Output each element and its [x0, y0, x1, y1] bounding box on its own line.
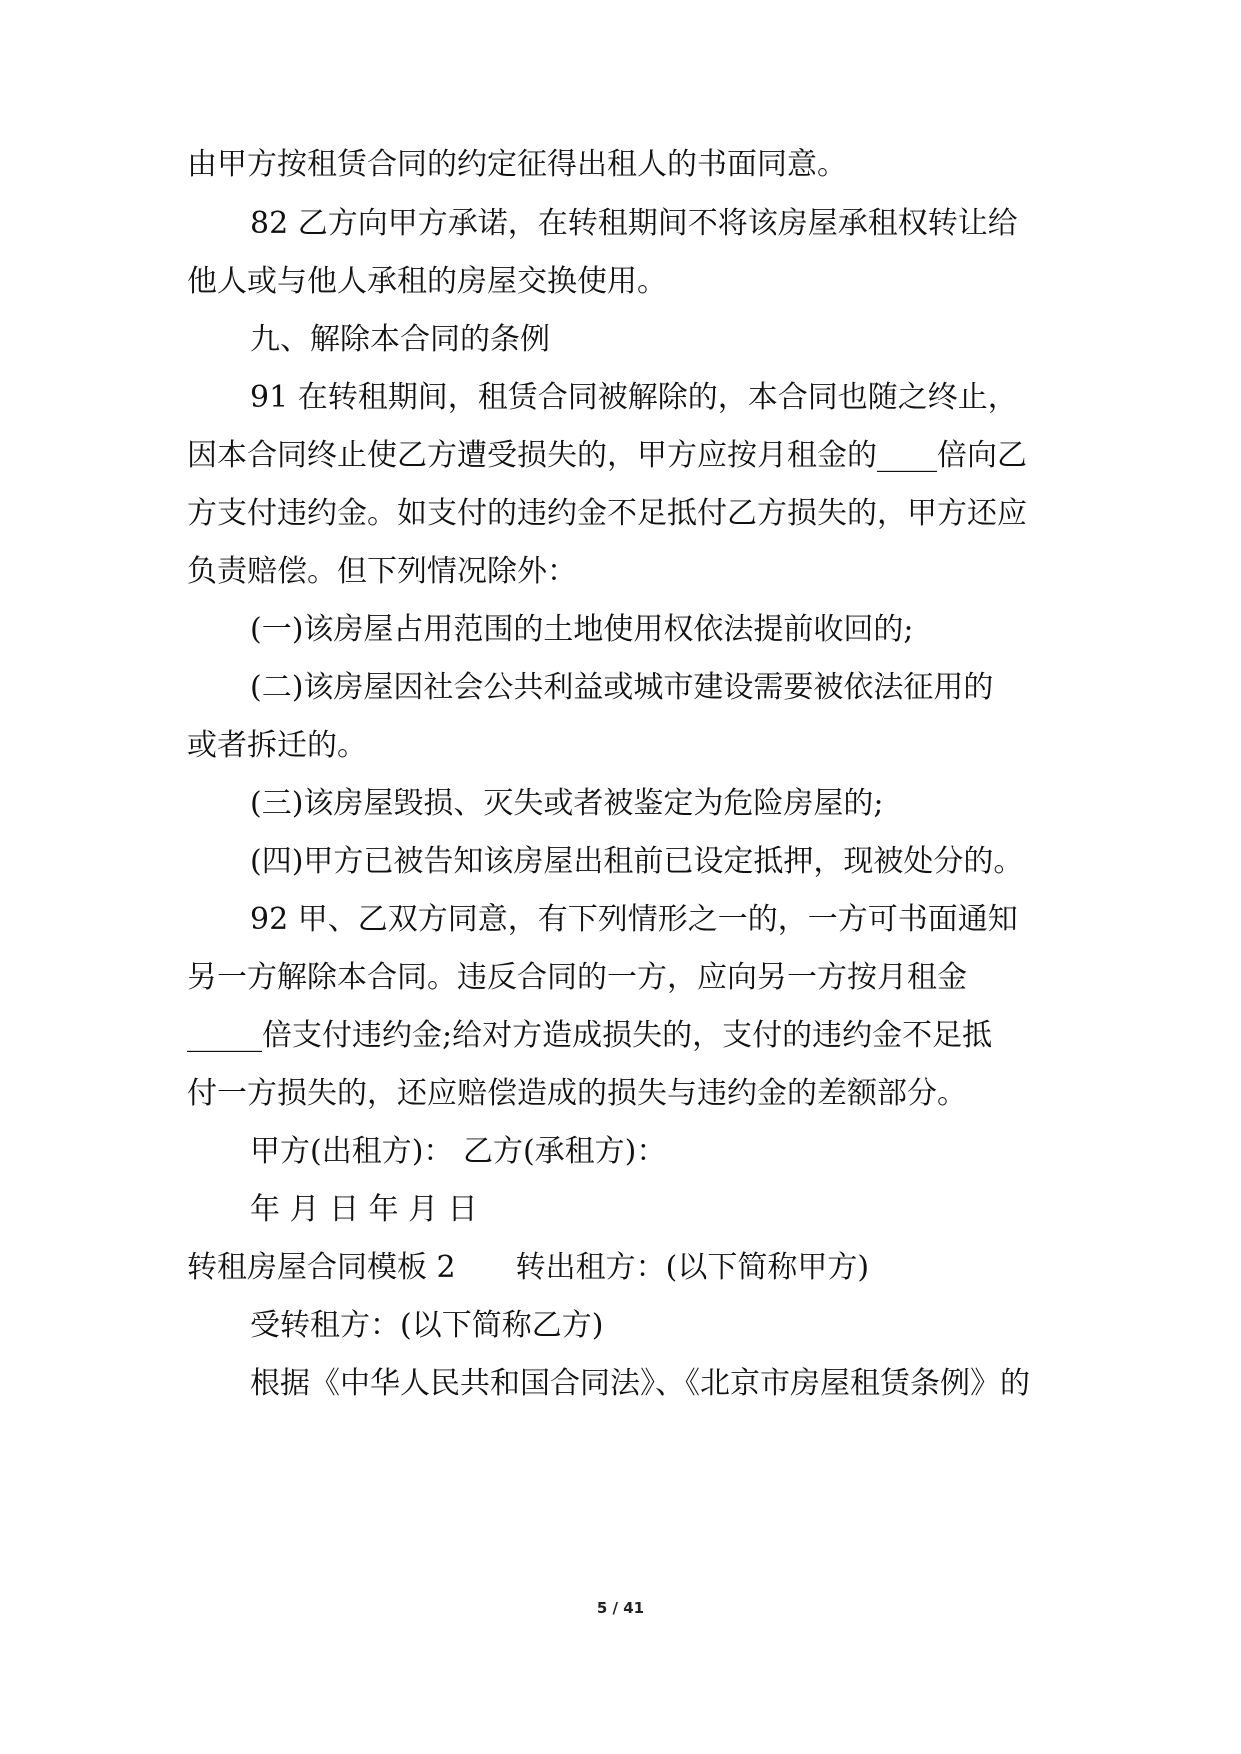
list-item: (三)该房屋毁损、灭失或者被鉴定为危险房屋的; — [250, 786, 884, 821]
paragraph-line: 负责赔偿。但下列情况除外： — [187, 554, 577, 589]
section-heading: 九、解除本合同的条例 — [250, 322, 550, 357]
paragraph-line: 因本合同终止使乙方遭受损失的，甲方应按月租金的____倍向乙 — [187, 438, 1027, 473]
paragraph-line: 另一方解除本合同。违反合同的一方，应向另一方按月租金 — [187, 960, 967, 995]
paragraph-line: 付一方损失的，还应赔偿造成的损失与违约金的差额部分。 — [187, 1076, 967, 1111]
paragraph-line: 92 甲、乙双方同意，有下列情形之一的，一方可书面通知 — [250, 902, 1018, 937]
paragraph-line: 他人或与他人承租的房屋交换使用。 — [187, 264, 667, 299]
paragraph-line: 由甲方按租赁合同的约定征得出租人的书面同意。 — [187, 147, 847, 182]
paragraph-line: _____倍支付违约金;给对方造成损失的，支付的违约金不足抵 — [187, 1018, 993, 1053]
page-number: 5 / 41 — [596, 1599, 645, 1617]
list-item: (二)该房屋因社会公共利益或城市建设需要被依法征用的 — [250, 670, 994, 705]
paragraph-line: 91 在转租期间，租赁合同被解除的，本合同也随之终止， — [250, 380, 1018, 415]
paragraph-line: 或者拆迁的。 — [187, 728, 367, 763]
paragraph-line: 根据《中华人民共和国合同法》、《北京市房屋租赁条例》的 — [250, 1366, 1030, 1401]
paragraph-line: 方支付违约金。如支付的违约金不足抵付乙方损失的，甲方还应 — [187, 496, 1027, 531]
paragraph-line: 82 乙方向甲方承诺，在转租期间不将该房屋承租权转让给 — [250, 206, 1018, 241]
template-heading: 转租房屋合同模板 2 转出租方：(以下简称甲方) — [187, 1250, 870, 1285]
signature-line: 甲方(出租方)： 乙方(承租方)： — [250, 1134, 667, 1169]
date-line: 年 月 日 年 月 日 — [250, 1192, 478, 1227]
paragraph-line: 受转租方：(以下简称乙方) — [250, 1308, 604, 1343]
list-item: (一)该房屋占用范围的土地使用权依法提前收回的; — [250, 612, 914, 647]
list-item: (四)甲方已被告知该房屋出租前已设定抵押，现被处分的。 — [250, 844, 1024, 879]
